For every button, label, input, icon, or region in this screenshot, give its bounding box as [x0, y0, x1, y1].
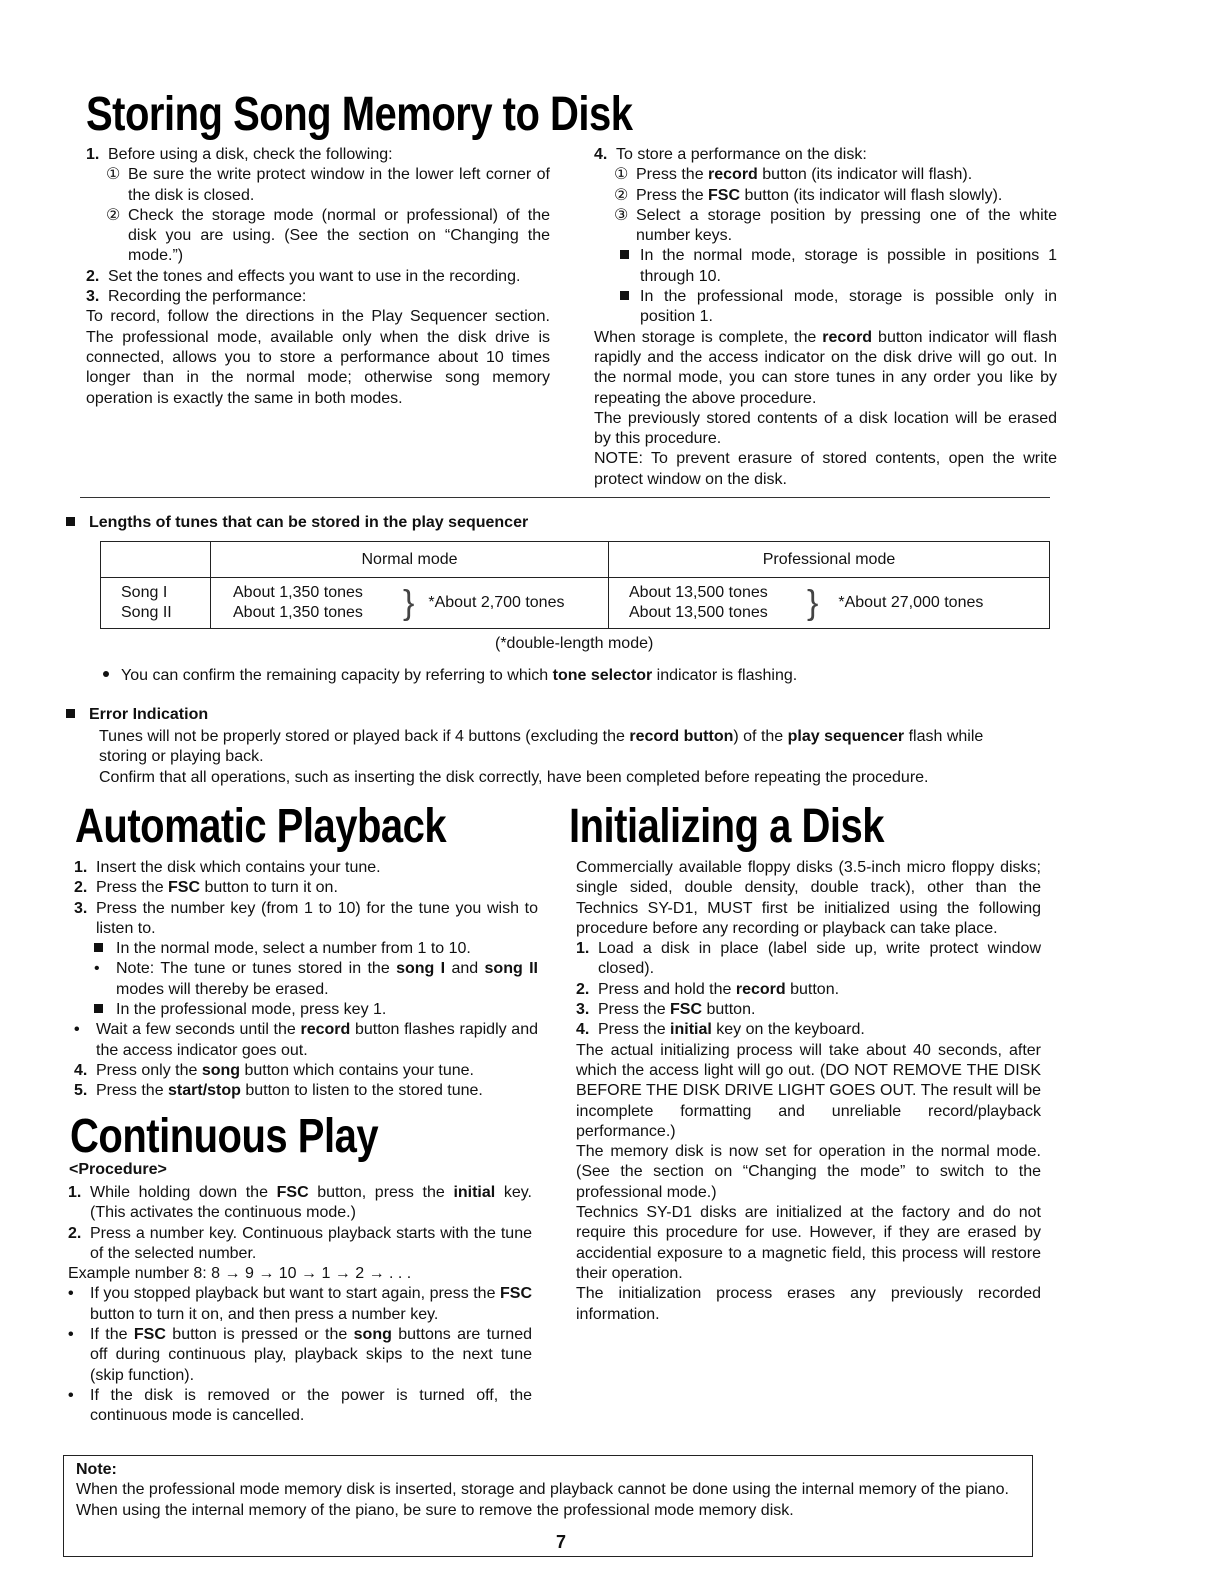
bold-term: FSC	[276, 1184, 309, 1201]
bold-term: record	[735, 980, 786, 998]
bold-term: record	[300, 1021, 351, 1039]
list-marker: •	[94, 960, 100, 978]
confirm-note	[103, 666, 797, 686]
bold-term: tone selector	[552, 667, 653, 684]
song-cell	[101, 578, 211, 629]
bold-term: song II	[484, 960, 538, 978]
bold-term: initial	[453, 1184, 496, 1201]
list-item	[594, 246, 1057, 287]
normal-song1: About 1,350 tones	[233, 584, 363, 601]
list-marker: •	[68, 1386, 74, 1404]
song-2: Song II	[121, 604, 172, 621]
list-item	[594, 328, 1057, 409]
list-text: If you stopped playback but want to start again, press the FSC button to turn it on, and then press a number key.	[90, 1285, 532, 1323]
list-item	[594, 165, 1057, 185]
list-item	[86, 267, 550, 287]
title-automatic-playback: Automatic Playback	[75, 800, 447, 853]
list-marker: •	[68, 1326, 74, 1344]
list-marker: 2.	[86, 267, 100, 285]
list-text: Press the start/stop button to listen to the stored tune.	[96, 1082, 483, 1100]
list-text: Wait a few seconds until the record button flashes rapidly and the access indicator goes out.	[96, 1021, 538, 1059]
procedure-label: <Procedure>	[69, 1161, 167, 1178]
list-marker: 1.	[576, 940, 590, 958]
list-marker: •	[68, 1285, 74, 1303]
list-item	[594, 287, 1057, 328]
list-marker: ②	[614, 186, 629, 204]
title-storing: Storing Song Memory to Disk	[86, 88, 633, 141]
list-text: Press the number key (from 1 to 10) for the tune you wish to listen to.	[96, 899, 538, 937]
list-text: To store a performance on the disk:	[616, 146, 867, 163]
bold-term: song	[201, 1061, 241, 1079]
list-marker: 4.	[576, 1021, 590, 1039]
list-item	[74, 858, 538, 878]
list-text: Insert the disk which contains your tune.	[96, 859, 381, 876]
list-item	[594, 145, 1057, 165]
list-text: Press only the song button which contains your tune.	[96, 1061, 474, 1079]
list-item	[74, 939, 538, 959]
bold-term: play sequencer	[787, 728, 905, 745]
normal-song2: About 1,350 tones	[233, 604, 363, 621]
normal-double: *About 2,700 tones	[428, 594, 565, 611]
list-marker	[94, 1000, 116, 1020]
list-text: In the normal mode, select a number from 1 to 10.	[116, 940, 471, 958]
error-text: Tunes will not be properly stored or played back if 4 buttons (excluding the record button) of the play sequencer flash while storing or playing back.	[99, 728, 984, 766]
pro-song1: About 13,500 tones	[629, 584, 768, 601]
list-marker: 1.	[86, 146, 100, 163]
note-body: When the professional mode memory disk is inserted, storage and playback cannot be done using the internal memory of the piano. When using the internal memory of the piano, be sure to remove the professional mode memory disk.	[76, 1481, 1009, 1519]
error-heading	[66, 705, 208, 725]
list-item	[68, 1386, 532, 1427]
list-text: The actual initializing process will take about 40 seconds, after which the access light will go out. (DO NOT REMOVE THE DISK BEFORE THE DISK DRIVE LIGHT GOES OUT. The result will be incomplete formatting and unreliable record/playback performance.)	[576, 1041, 1041, 1140]
list-item	[576, 939, 1041, 980]
list-item	[74, 1000, 538, 1020]
list-item	[576, 980, 1041, 1000]
list-item	[86, 145, 550, 165]
list-item	[68, 1183, 532, 1224]
lengths-table	[100, 541, 1050, 629]
list-text: In the professional mode, storage is possible only in position 1.	[640, 288, 1057, 326]
list-text: Technics SY-D1 disks are initialized at the factory and do not require this procedure for use. However, if they are erased by accidential exposure to a magnetic field, this process will restore their operation.	[576, 1204, 1041, 1282]
list-text: If the FSC button is pressed or the song buttons are turned off during continuous play, playback skips to the next tune (skip function).	[90, 1326, 533, 1384]
empty-cell	[101, 542, 211, 578]
list-text: Select a storage position by pressing one of the white number keys.	[636, 206, 1057, 245]
note-box	[63, 1455, 1033, 1557]
divider	[80, 497, 1050, 498]
list-item	[576, 1041, 1041, 1142]
list-text: Press and hold the record button.	[598, 980, 840, 998]
list-item	[594, 186, 1057, 206]
bullet-icon	[103, 671, 109, 677]
list-marker: ①	[614, 166, 629, 184]
bold-term: record	[708, 166, 758, 184]
list-text: Before using a disk, check the following:	[108, 146, 393, 163]
list-marker	[620, 287, 640, 328]
list-text: Set the tones and effects you want to use in the recording.	[108, 267, 521, 285]
square-bullet-icon	[66, 709, 75, 718]
table-footnote: (*double-length mode)	[495, 635, 654, 652]
list-item	[68, 1224, 532, 1265]
list-item	[74, 1061, 538, 1081]
bold-term: song I	[396, 960, 446, 978]
list-text: Recording the performance:	[108, 288, 307, 306]
list-marker: •	[74, 1021, 80, 1039]
square-bullet-icon	[94, 1004, 103, 1013]
list-text: Example number 8: 8 → 9 → 10 → 1 → 2 → . . .	[68, 1265, 412, 1283]
storing-left	[86, 145, 550, 409]
title-initializing: Initializing a Disk	[569, 800, 885, 853]
list-item	[576, 1142, 1041, 1203]
list-text: Press the FSC button (its indicator will flash slowly).	[636, 186, 1003, 204]
list-text: When storage is complete, the record button indicator will flash rapidly and the access indicator on the disk drive will go out. In the normal mode, you can store tunes in any order you like by repeating the above procedure.	[594, 328, 1057, 407]
list-marker: 2.	[68, 1224, 82, 1242]
error-text-2: Confirm that all operations, such as inserting the disk correctly, have been completed before repeating the procedure.	[99, 768, 929, 786]
list-text: Note: The tune or tunes stored in the song I and song II modes will thereby be erased.	[116, 960, 538, 998]
square-bullet-icon	[66, 517, 75, 526]
bold-term: FSC	[500, 1285, 532, 1303]
list-item	[74, 1081, 538, 1101]
bold-term: FSC	[670, 1001, 703, 1019]
list-text: In the normal mode, storage is possible in positions 1 through 10.	[640, 247, 1057, 285]
list-marker: ①	[106, 166, 121, 184]
storing-right	[594, 145, 1057, 490]
list-marker: 3.	[74, 899, 88, 917]
bold-term: record button	[629, 728, 734, 745]
bold-term: start/stop	[168, 1082, 241, 1100]
bold-term: FSC	[168, 879, 201, 897]
list-item	[86, 287, 550, 307]
note-label: Note:	[76, 1461, 117, 1478]
list-marker: ③	[614, 206, 629, 224]
lengths-heading	[66, 513, 528, 533]
list-marker: 1.	[68, 1184, 82, 1201]
list-item	[576, 858, 1041, 939]
list-marker: 1.	[74, 859, 88, 876]
bold-term: FSC	[133, 1326, 166, 1344]
bold-term: record	[822, 328, 873, 346]
header-pro: Professional mode	[609, 542, 1050, 578]
list-text: While holding down the FSC button, press the initial key. (This activates the continuous mode.)	[90, 1184, 533, 1222]
confirm-text: You can confirm the remaining capacity by referring to which tone selector indicator is flashing.	[121, 667, 798, 684]
header-normal: Normal mode	[211, 542, 609, 578]
list-marker	[620, 246, 640, 287]
heading-text: Lengths of tunes that can be stored in the play sequencer	[89, 514, 529, 531]
list-item	[68, 1264, 532, 1284]
square-bullet-icon	[620, 291, 629, 300]
list-text: Load a disk in place (label side up, write protect window closed).	[598, 940, 1041, 978]
list-item	[74, 1020, 538, 1061]
title-continuous-play: Continuous Play	[70, 1110, 379, 1163]
list-marker: 4.	[594, 146, 608, 163]
list-text: The initialization process erases any previously recorded information.	[576, 1285, 1041, 1323]
list-marker: 4.	[74, 1061, 88, 1079]
continuous-list	[68, 1183, 532, 1427]
list-item	[74, 959, 538, 1000]
list-item	[594, 409, 1057, 450]
list-item	[74, 899, 538, 940]
heading-text: Error Indication	[89, 706, 209, 723]
list-text: If the disk is removed or the power is turned off, the continuous mode is cancelled.	[90, 1386, 532, 1425]
list-text: The memory disk is now set for operation in the normal mode. (See the section on “Changing the mode” to switch to the professional mode.)	[576, 1143, 1041, 1201]
error-body	[99, 727, 1024, 788]
list-item	[68, 1325, 532, 1386]
list-item	[576, 1203, 1041, 1284]
list-item	[576, 1000, 1041, 1020]
list-text: Press the record button (its indicator will flash).	[636, 166, 973, 184]
list-marker: 3.	[576, 1001, 590, 1019]
song-1: Song I	[121, 584, 168, 601]
list-item	[576, 1020, 1041, 1040]
list-item	[576, 1284, 1041, 1325]
list-text: In the professional mode, press key 1.	[116, 1001, 387, 1019]
list-text: Press the initial key on the keyboard.	[598, 1021, 865, 1039]
list-marker	[94, 939, 116, 959]
list-marker: 2.	[74, 879, 88, 897]
bold-term: song	[353, 1326, 392, 1344]
list-text: Commercially available floppy disks (3.5-inch micro floppy disks; single sided, double density, double track), other than the Technics SY-D1, MUST first be initialized using the following procedure before any recording or playback can take place.	[576, 859, 1041, 937]
list-marker: 2.	[576, 980, 590, 998]
list-item	[594, 449, 1057, 490]
list-item	[86, 165, 550, 206]
list-text: Be sure the write protect window in the lower left corner of the disk is closed.	[128, 166, 550, 204]
list-marker: 5.	[74, 1082, 88, 1100]
bold-term: FSC	[708, 186, 741, 204]
list-item	[594, 206, 1057, 247]
list-text: Press the FSC button to turn it on.	[96, 879, 338, 897]
list-text: Press a number key. Continuous playback starts with the tune of the selected number.	[90, 1224, 532, 1262]
list-item	[68, 1284, 532, 1325]
list-item	[86, 307, 550, 408]
bold-term: initial	[670, 1021, 712, 1039]
page-number: 7	[556, 1532, 567, 1552]
init-list	[576, 858, 1041, 1325]
list-marker: ②	[106, 206, 121, 224]
pro-song2: About 13,500 tones	[629, 604, 768, 621]
auto-list	[74, 858, 538, 1102]
list-text: The previously stored contents of a disk location will be erased by this procedure.	[594, 409, 1057, 448]
list-text: To record, follow the directions in the Play Sequencer section. The professional mode, available only when the disk drive is connected, allows you to store a performance about 10 times longer than in the normal mode; otherwise song memory operation is exactly the same in both modes.	[86, 308, 550, 407]
pro-cell: About 13,500 tones About 13,500 tones } *About 27,000 tones	[609, 578, 1050, 629]
list-text: NOTE: To prevent erasure of stored contents, open the write protect window on the disk.	[594, 450, 1057, 488]
list-text: Check the storage mode (normal or professional) of the disk you are using. (See the section on “Changing the mode.”)	[128, 206, 550, 265]
list-item	[86, 206, 550, 267]
list-item	[74, 878, 538, 898]
square-bullet-icon	[620, 250, 629, 259]
list-marker: 3.	[86, 288, 100, 306]
list-text: Press the FSC button.	[598, 1001, 756, 1019]
pro-double: *About 27,000 tones	[838, 594, 984, 611]
normal-cell: About 1,350 tones About 1,350 tones } *About 2,700 tones	[211, 578, 609, 629]
square-bullet-icon	[94, 943, 103, 952]
